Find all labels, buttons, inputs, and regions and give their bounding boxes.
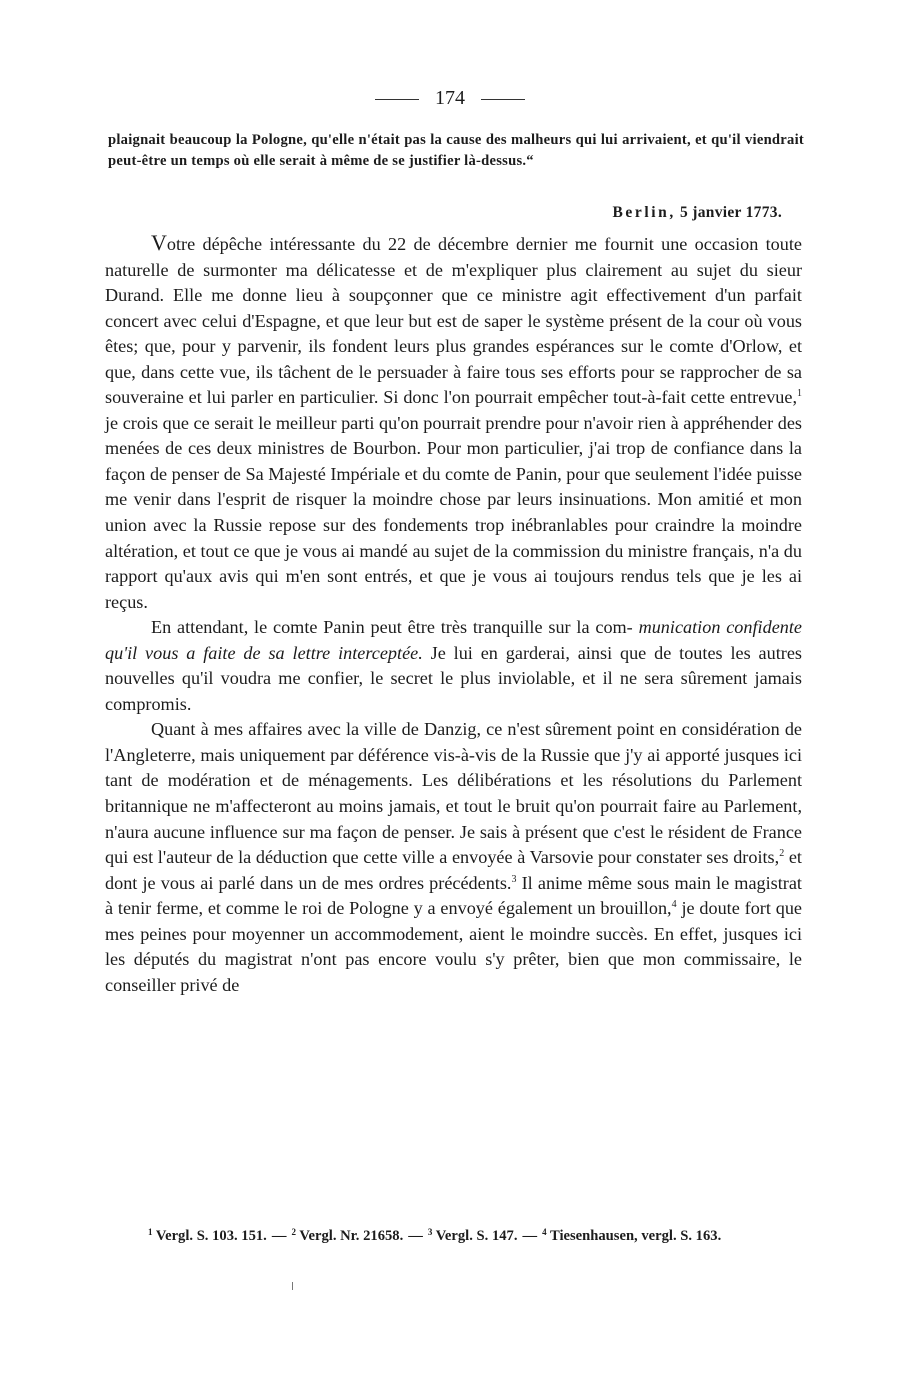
dateline-city: Berlin, — [612, 204, 676, 221]
paragraph-2-part-b: Je lui en garderai, ainsi que de toutes les autres nouvelles qu'il voudra me confier, le secret le plus inviolable, et il ne sera sûrement jamais compromis. — [105, 642, 802, 714]
footnote-3 — [428, 1228, 518, 1244]
footnote-1-mark: 1 — [148, 1227, 153, 1237]
paragraph-2-part-a: En attendant, le comte Panin peut être très tranquille sur la com- — [151, 617, 633, 638]
footnotes — [108, 1226, 801, 1248]
letter-body — [105, 230, 802, 998]
dateline-date: 5 janvier 1773. — [680, 204, 782, 221]
footnote-2-text: Vergl. Nr. 21658. — [299, 1228, 404, 1244]
footnote-2 — [291, 1228, 403, 1244]
footnote-list — [108, 1226, 801, 1248]
page-number: 174 — [435, 87, 465, 109]
footnote-4-text: Tiesenhausen, vergl. S. 163. — [549, 1228, 722, 1244]
paragraph-3-part-d: je doute fort que mes peines pour moyenner un accommodement, aient le moindre succès. En effet, jusques ici les députés du magistrat n'ont pas encore voulu s'y prêter, bien que mon commissaire, le conseiller privé de — [105, 898, 802, 995]
footnote-ref-4: 4 — [671, 899, 677, 911]
paragraph-1-part-b: je crois que ce serait le meilleur parti qu'on pourrait prendre pour n'avoir rien à appréhender des menées de ces deux ministres de Bourbon. Pour mon particulier, j'ai trop de confiance dans la façon de penser de Sa Majesté Impériale et du comte de Panin, pour que seulement l'idée puisse me venir dans l'esprit de risquer la moindre chose par leurs insinuations. Mon amitié et mon union avec la Russie repose sur des fondements trop inébranlables pour craindre la moindre altération, et tout ce que je vous ai mandé au sujet de la commission du ministre français, n'a du rapport qu'aux avis qui m'en sont entrés, et que je vous ai toujours rendus tels que je les ai reçus. — [105, 412, 802, 612]
header-rule-left — [375, 99, 419, 100]
footnote-separator: — — [408, 1228, 423, 1244]
page-header — [0, 84, 900, 112]
continuation-text: plaignait beaucoup la Pologne, qu'elle n'était pas la cause des malheurs qui lui arrivaient, et qu'il viendrait peut-être un temps où elle serait à même de se justifier là-dessus.“ — [108, 132, 804, 169]
paragraph-2 — [105, 615, 802, 717]
footnote-2-mark: 2 — [291, 1227, 296, 1237]
footnote-ref-2: 2 — [779, 848, 785, 860]
paragraph-2-italic: munication confidente qu'il vous a faite de sa lettre interceptée. — [105, 617, 802, 663]
paragraph-1-part-a: otre dépêche intéressante du 22 de décembre dernier me fournit une occasion toute naturelle de surmonter ma délicatesse et de m'expliquer plus clairement au sujet du sieur Durand. Elle me donne lieu à soupçonner que ce ministre agit effectivement d'un parfait concert avec celui d'Espagne, et que leur but est de saper le système présent de la cour où vous êtes; que, pour y parvenir, ils fondent leurs plus grandes espérances sur le comte d'Orlow, et que, dans cette vue, ils tâchent de le persuader à faire tous ses efforts pour se rapprocher de sa souveraine et lui parler en particulier. Si donc l'on pourrait empêcher tout-à-fait cette entrevue, — [105, 234, 802, 408]
initial-letter: V — [151, 230, 167, 255]
footnote-ref-3: 3 — [511, 873, 517, 885]
paragraph-3-part-b: et dont je vous ai parlé dans un de mes ordres précédents. — [105, 847, 802, 893]
footnote-separator: — — [271, 1228, 287, 1244]
footnote-ref-1: 1 — [797, 388, 802, 400]
footnote-4 — [542, 1228, 721, 1244]
paragraph-3-part-a: Quant à mes affaires avec la ville de Danzig, ce n'est sûrement point en considération de l'Angleterre, mais uniquement par déférence vis-à-vis de la Russie que j'y ai apporté jusques ici tant de modération et de ménagements. Les délibérations et les résolutions du Parlement britannique ne m'affecteront au moins jamais, et tout le bruit qu'on pourrait faire au Parlement, n'aura aucune influence sur ma façon de penser. Je sais à présent que c'est le résident de France qui est l'auteur de la déduction que cette ville a envoyée à Varsovie pour constater ses droits, — [105, 719, 802, 868]
continued-quotation — [108, 130, 804, 171]
footnote-4-mark: 4 — [542, 1227, 547, 1237]
header-rule-right — [481, 99, 525, 100]
footnote-3-mark: 3 — [427, 1227, 433, 1237]
paragraph-1 — [105, 230, 802, 615]
dateline — [612, 202, 782, 224]
footnote-3-text: Vergl. S. 147. — [435, 1228, 518, 1244]
footnote-separator: — — [522, 1228, 538, 1244]
print-mark — [292, 1282, 293, 1290]
paragraph-3 — [105, 717, 802, 998]
footnote-1-text: Vergl. S. 103. 151. — [155, 1228, 267, 1244]
paragraph-3-part-c: Il anime même sous main le magistrat à tenir ferme, et comme le roi de Pologne y a envoyé également un brouillon, — [105, 872, 802, 919]
footnote-1 — [148, 1228, 267, 1244]
